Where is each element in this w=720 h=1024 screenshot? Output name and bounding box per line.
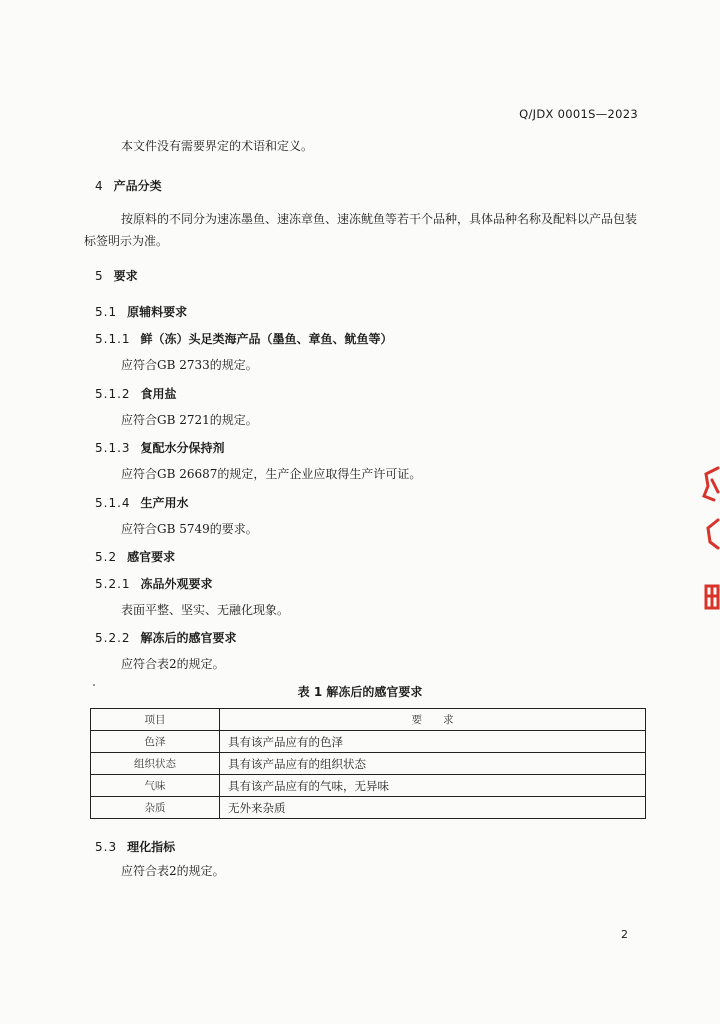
- document-code: Q/JDX 0001S—2023: [519, 107, 638, 121]
- section-4-paragraph: 按原料的不同分为速冻墨鱼、速冻章鱼、速冻鱿鱼等若干个品种，具体品种名称及配料以产品包装标签明示为准。: [84, 212, 638, 248]
- section-number: 5.2.2: [95, 631, 131, 645]
- section-5-1-1-heading: [95, 330, 393, 347]
- section-number: 5.1: [95, 305, 118, 319]
- section-5-3-paragraph: 应符合表2的规定。: [121, 864, 225, 878]
- table-cell-item: 组织状态: [91, 753, 220, 775]
- section-5-1-1-paragraph: 应符合GB 2733的规定。: [121, 358, 258, 372]
- table-row: [91, 731, 646, 753]
- table-cell-requirement: 具有该产品应有的气味，无异味: [220, 775, 646, 797]
- section-5-1-3-heading: [95, 439, 225, 456]
- table-cell-requirement: 具有该产品应有的组织状态: [220, 753, 646, 775]
- section-5-1-4-heading: [95, 494, 189, 511]
- table-cell-requirement: 无外来杂质: [220, 797, 646, 819]
- section-number: 5.3: [95, 840, 118, 854]
- section-title: 理化指标: [127, 840, 176, 854]
- section-5-2-1-paragraph: 表面平整、坚实、无融化现象。: [121, 603, 290, 617]
- table-cell-item: 色泽: [91, 731, 220, 753]
- intro-paragraph: 本文件没有需要界定的术语和定义。: [121, 139, 314, 153]
- column-header-item: 项目: [91, 709, 220, 731]
- table-cell-item: 杂质: [91, 797, 220, 819]
- page-number: 2: [621, 928, 628, 941]
- section-title: 产品分类: [113, 179, 162, 193]
- section-5-1-2-heading: [95, 385, 177, 402]
- section-number: 5.1.3: [95, 441, 131, 455]
- table-cell-requirement: 具有该产品应有的色泽: [220, 731, 646, 753]
- section-5-3-heading: [95, 838, 175, 855]
- section-title: 生产用水: [140, 496, 189, 510]
- section-number: 5: [95, 269, 104, 283]
- column-header-requirement: 要 求: [220, 709, 646, 731]
- table-row: [91, 775, 646, 797]
- section-5-heading: [95, 267, 138, 284]
- table-row: [91, 797, 646, 819]
- table-caption: 表 1 解冻后的感官要求: [297, 685, 423, 699]
- sensory-requirements-table: [90, 708, 646, 819]
- section-title: 原辅料要求: [127, 305, 188, 319]
- section-number: 5.2: [95, 550, 118, 564]
- section-5-1-heading: [95, 303, 187, 320]
- section-title: 感官要求: [127, 550, 176, 564]
- section-5-2-1-heading: [95, 575, 213, 592]
- section-number: 5.1.4: [95, 496, 131, 510]
- table-cell-item: 气味: [91, 775, 220, 797]
- section-title: 食用盐: [140, 387, 177, 401]
- section-5-1-4-paragraph: 应符合GB 5749的要求。: [121, 522, 258, 536]
- section-number: 5.1.1: [95, 332, 131, 346]
- section-number: 5.1.2: [95, 387, 131, 401]
- section-title: 鲜（冻）头足类海产品（墨鱼、章鱼、鱿鱼等）: [140, 332, 393, 346]
- section-number: 4: [95, 179, 104, 193]
- section-5-2-2-heading: [95, 629, 237, 646]
- red-seal-stamp-fragment: [698, 462, 720, 702]
- section-5-2-2-paragraph: 应符合表2的规定。: [121, 657, 225, 671]
- section-title: 冻品外观要求: [140, 577, 213, 591]
- section-title: 复配水分保持剂: [140, 441, 225, 455]
- table-header-row: [91, 709, 646, 731]
- section-number: 5.2.1: [95, 577, 131, 591]
- section-5-1-3-paragraph: 应符合GB 26687的规定，生产企业应取得生产许可证。: [121, 467, 422, 481]
- section-4-heading: [95, 177, 162, 194]
- section-title: 解冻后的感官要求: [140, 631, 237, 645]
- section-5-2-heading: [95, 548, 175, 565]
- section-title: 要求: [113, 269, 138, 283]
- section-5-1-2-paragraph: 应符合GB 2721的规定。: [121, 413, 258, 427]
- table-row: [91, 753, 646, 775]
